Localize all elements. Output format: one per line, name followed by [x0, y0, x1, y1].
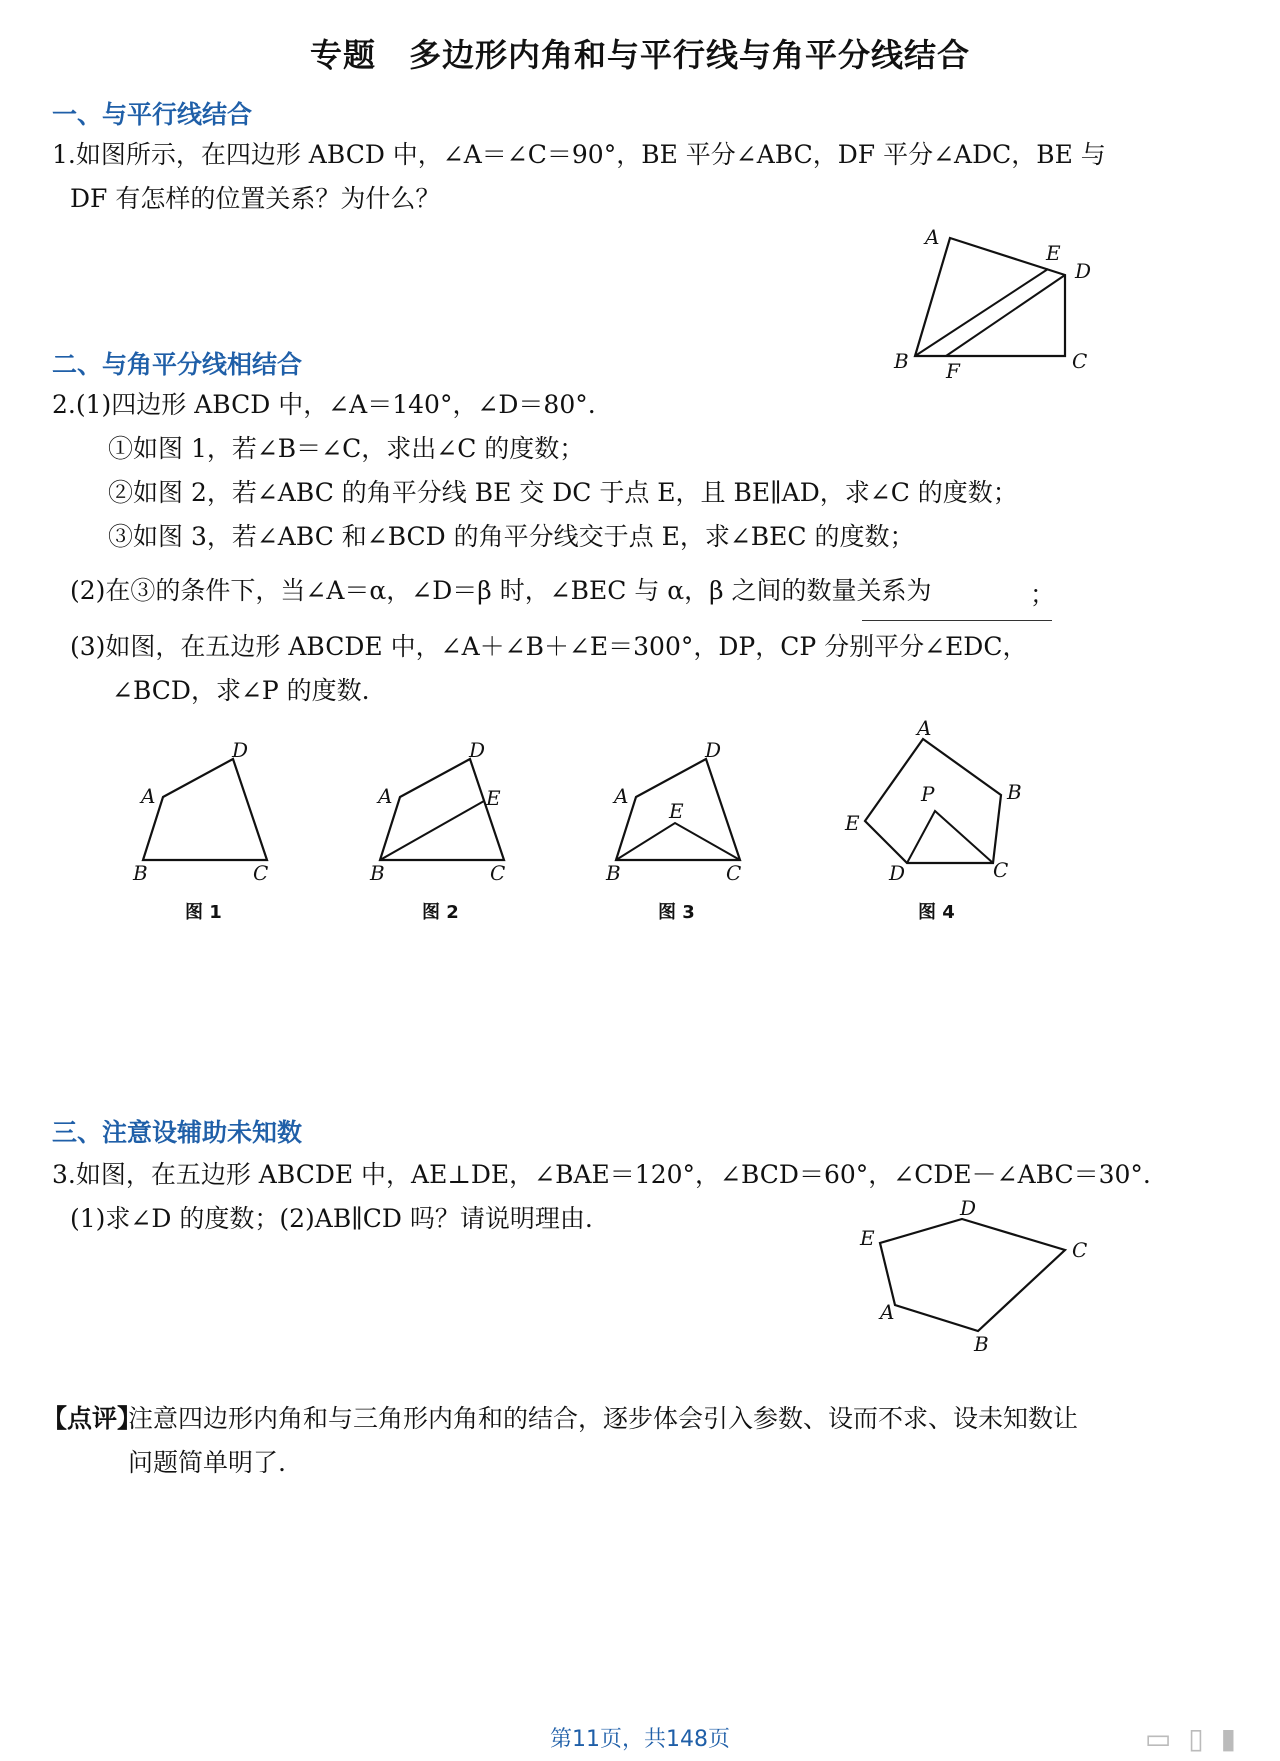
figure-2 — [362, 735, 532, 895]
fig4-label-d: D — [889, 861, 906, 885]
fig3-label-d: D — [705, 738, 722, 762]
page-title: 专题 多边形内角和与平行线与角平分线结合 — [309, 36, 970, 74]
fig3-label-e: E — [669, 799, 684, 823]
q2-sub2: ②如图 2，若∠ABC 的角平分线 BE 交 DC 于点 E，且 BE∥AD，求∠C 的度数； — [108, 478, 1018, 507]
fig1-label-c: C — [253, 861, 269, 885]
q3-label-d: D — [960, 1196, 977, 1220]
fig2-label-e: E — [486, 786, 501, 810]
caption-fig-1: 图 1 — [185, 902, 222, 923]
figure-4 — [835, 715, 1045, 890]
figure-3 — [598, 735, 768, 895]
fig1-label-b: B — [133, 861, 148, 885]
q1-label-b: B — [894, 349, 909, 373]
comment-line1: 注意四边形内角和与三角形内角和的结合，逐步体会引入参数、设而不求、设未知数让 — [128, 1404, 1079, 1433]
caption-fig-4: 图 4 — [918, 902, 955, 923]
answer-blank — [862, 620, 1052, 621]
q1-line2: DF 有怎样的位置关系？为什么？ — [70, 184, 441, 213]
q2-sub3: ③如图 3，若∠ABC 和∠BCD 的角平分线交于点 E，求∠BEC 的度数； — [108, 522, 915, 551]
section-heading-3: 三、注意设辅助未知数 — [52, 1118, 303, 1147]
page-indicator: 第11页，共148页 — [550, 1727, 730, 1752]
q2-part2-end: ； — [1030, 580, 1056, 609]
caption-fig-2: 图 2 — [422, 902, 459, 923]
fig2-label-c: C — [490, 861, 506, 885]
fig2-label-d: D — [469, 738, 486, 762]
q1-figure — [880, 220, 1120, 390]
q1-quad — [915, 238, 1065, 356]
fig4-bisectors — [907, 811, 993, 863]
q3-label-a: A — [880, 1300, 895, 1324]
q1-label-c: C — [1072, 349, 1088, 373]
q3-pentagon — [880, 1219, 1065, 1331]
fig1-label-d: D — [232, 738, 249, 762]
comment-line2: 问题简单明了. — [128, 1448, 286, 1477]
q1-label-f: F — [946, 359, 960, 383]
fig3-bisectors — [616, 823, 740, 860]
fig4-label-b: B — [1007, 780, 1022, 804]
q3-label-c: C — [1072, 1238, 1088, 1262]
q1-label-e: E — [1046, 241, 1061, 265]
q2-line1: 2.(1)四边形 ABCD 中，∠A＝140°，∠D＝80°. — [52, 390, 596, 419]
q3-figure — [850, 1195, 1100, 1365]
fig2-label-a: A — [378, 784, 393, 808]
fig4-label-p: P — [921, 782, 935, 806]
q1-label-d: D — [1075, 259, 1092, 283]
fig1-label-a: A — [141, 784, 156, 808]
q2-sub1: ①如图 1，若∠B＝∠C，求出∠C 的度数； — [108, 434, 585, 463]
fig4-label-a: A — [917, 716, 932, 740]
fig2-label-b: B — [370, 861, 385, 885]
q3-line2: (1)求∠D 的度数；(2)AB∥CD 吗？请说明理由. — [70, 1204, 593, 1233]
fig4-label-c: C — [993, 858, 1009, 882]
fig3-label-b: B — [606, 861, 621, 885]
comment-tag: 【点评】 — [42, 1404, 143, 1433]
fig4-label-e: E — [845, 811, 860, 835]
q3-label-b: B — [974, 1332, 989, 1356]
figure-1 — [125, 735, 295, 895]
q1-line1: 1.如图所示，在四边形 ABCD 中，∠A＝∠C＝90°，BE 平分∠ABC，DF 平分∠ADC，BE 与 — [52, 140, 1106, 169]
q2-part2: (2)在③的条件下，当∠A＝α，∠D＝β 时，∠BEC 与 α，β 之间的数量关系为 — [70, 576, 932, 605]
section-heading-1: 一、与平行线结合 — [52, 100, 253, 129]
q1-label-a: A — [925, 225, 940, 249]
section-heading-2: 二、与角平分线相结合 — [52, 350, 303, 379]
fig3-label-c: C — [726, 861, 742, 885]
fig3-label-a: A — [614, 784, 629, 808]
q2-part3-line1: (3)如图，在五边形 ABCDE 中，∠A＋∠B＋∠E＝300°，DP，CP 分别平分∠EDC， — [70, 632, 1028, 661]
viewer-toolbar-icons[interactable]: ▭ ▯ ▮ — [1144, 1722, 1240, 1755]
fig1-quad — [143, 759, 267, 860]
q1-line-be — [915, 269, 1048, 356]
q3-label-e: E — [860, 1226, 875, 1250]
q2-part3-line2: ∠BCD，求∠P 的度数. — [112, 676, 370, 705]
q3-line1: 3.如图，在五边形 ABCDE 中，AE⊥DE，∠BAE＝120°，∠BCD＝60°，∠CDE－∠ABC＝30°. — [52, 1160, 1151, 1189]
caption-fig-3: 图 3 — [658, 902, 695, 923]
q1-line-df — [946, 275, 1065, 356]
